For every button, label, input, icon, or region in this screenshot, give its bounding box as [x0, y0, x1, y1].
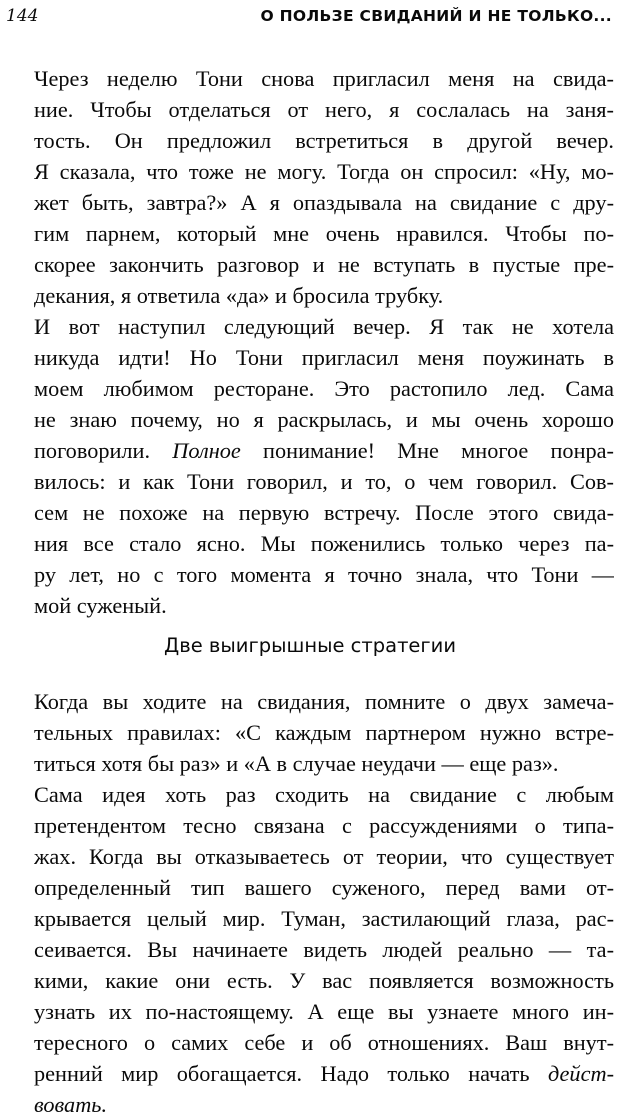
paragraph	[34, 779, 614, 1120]
text-line: тельных правилах: «С каждым партнером нужно встре-	[34, 720, 614, 745]
text-run: ренний мир обогащается. Надо только начать	[34, 1061, 548, 1086]
text-line: узнать их по-настоящему. А еще вы узнаете много ин-	[34, 999, 614, 1024]
emphasized-text: дейст-	[547, 1061, 614, 1086]
text-line: ние. Чтобы отделаться от него, я сослалась на заня-	[34, 97, 614, 122]
text-line: И вот наступил следующий вечер. Я так не хотела	[34, 314, 614, 339]
text-line: Через неделю Тони снова пригласил меня на свида-	[34, 66, 614, 91]
text-line: Сама идея хоть раз сходить на свидание с любым	[34, 782, 614, 807]
emphasized-text: вовать.	[34, 1092, 108, 1117]
text-line: ру лет, но с того момента я точно знала, что Тони —	[34, 562, 614, 587]
text-line: сеивается. Вы начинаете видеть людей реально — та-	[34, 937, 614, 962]
text-line: ния все стало ясно. Мы поженились только через па-	[34, 531, 614, 556]
paragraph	[34, 686, 614, 779]
text-line: моем любимом ресторане. Это растопило лед. Сама	[34, 376, 614, 401]
paragraph	[34, 311, 614, 621]
text-line: жах. Когда вы отказываетесь от теории, что существует	[34, 844, 614, 869]
text-block-before-heading	[34, 63, 614, 621]
text-line: гим парнем, который мне очень нравился. Чтобы по-	[34, 221, 614, 246]
section-heading: Две выигрышные стратегии	[163, 634, 457, 657]
text-line: вилось: и как Тони говорил, и то, о чем говорил. Сов-	[34, 469, 614, 494]
text-run: понимание! Мне многое понра-	[240, 438, 614, 463]
text-line	[34, 1058, 614, 1089]
text-line: никуда идти! Но Тони пригласил меня поужинать в	[34, 345, 614, 370]
text-line: тость. Он предложил встретиться в другой вечер.	[34, 128, 614, 153]
text-line: кими, какие они есть. У вас появляется возможность	[34, 968, 614, 993]
text-line: сем не похоже на первую встречу. После этого свида-	[34, 500, 614, 525]
text-line: скорее закончить разговор и не вступать в пустые пре-	[34, 252, 614, 277]
emphasized-text: Полное	[172, 438, 241, 463]
text-line: мой суженый.	[34, 593, 167, 618]
text-block-after-heading	[34, 686, 614, 1120]
text-line: крывается целый мир. Туман, застилающий глаза, рас-	[34, 906, 614, 931]
text-run: поговорили.	[34, 438, 173, 463]
text-line: Когда вы ходите на свидания, помните о двух замеча-	[34, 689, 614, 714]
text-line: определенный тип вашего суженого, перед вами от-	[34, 875, 614, 900]
text-line: претендентом тесно связана с рассуждениями о типа-	[34, 813, 614, 838]
page-number: 144	[6, 6, 39, 26]
paragraph	[34, 63, 614, 311]
text-line: тересного о самих себе и об отношениях. Ваш внут-	[34, 1030, 614, 1055]
text-line: не знаю почему, но я раскрылась, и мы очень хорошо	[34, 407, 614, 432]
text-line: титься хотя бы раз» и «А в случае неудачи — еще раз».	[34, 751, 559, 776]
text-line: Я сказала, что тоже не могу. Тогда он спросил: «Ну, мо-	[34, 159, 614, 184]
text-line: жет быть, завтра?» А я опаздывала на свидание с дру-	[34, 190, 614, 215]
text-line: декания, я ответила «да» и бросила трубку.	[34, 283, 444, 308]
running-title: О ПОЛЬЗЕ СВИДАНИЙ И НЕ ТОЛЬКО...	[260, 7, 612, 25]
running-head	[6, 4, 612, 30]
text-line	[34, 435, 614, 466]
